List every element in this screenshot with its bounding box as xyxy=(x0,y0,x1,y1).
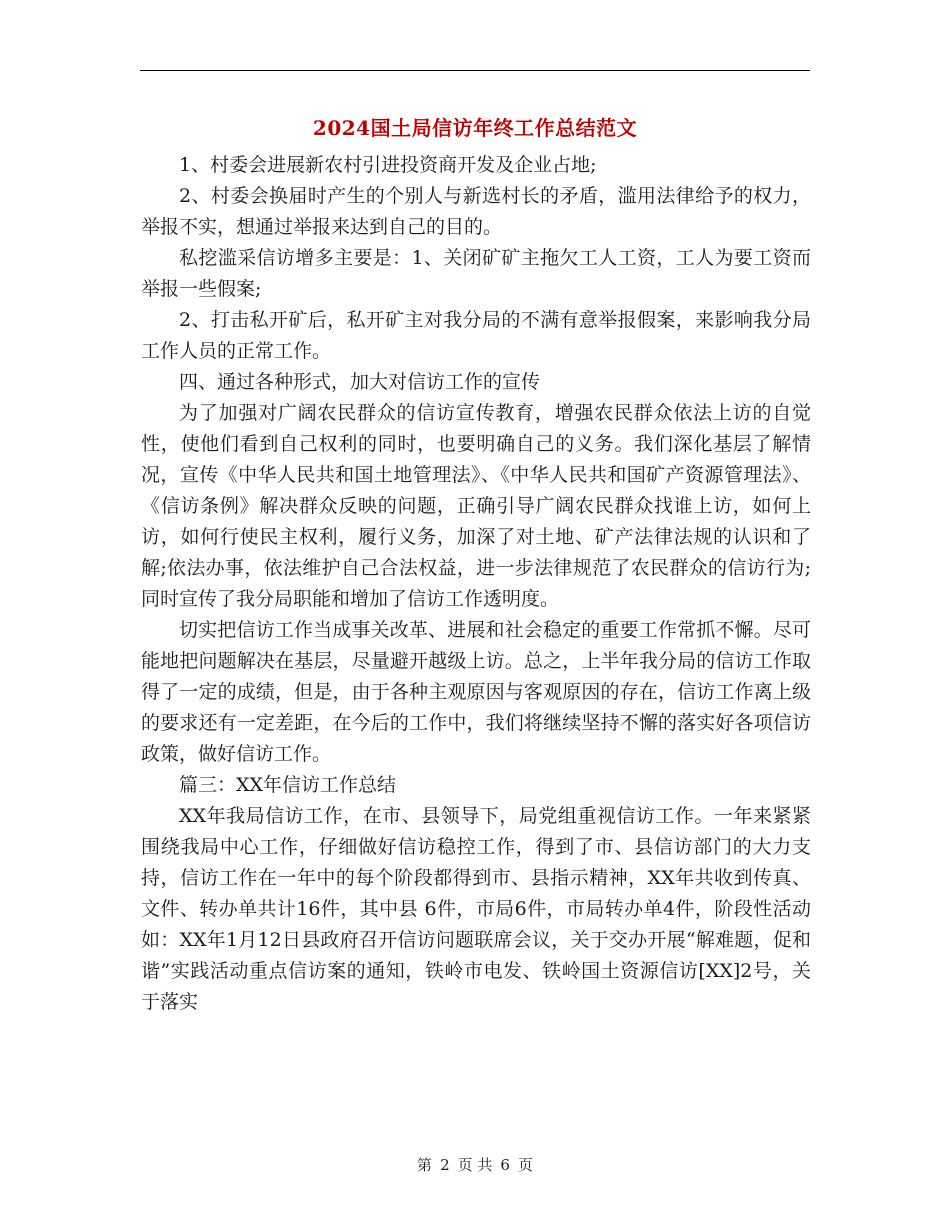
header-rule xyxy=(140,70,810,71)
page-total: 6 xyxy=(500,1156,510,1174)
section-heading: 四、通过各种形式，加大对信访工作的宣传 xyxy=(179,371,541,393)
paragraph: 1、村委会进展新农村引进投资商开发及企业占地; xyxy=(179,154,597,176)
page-mid: 页 共 xyxy=(457,1156,493,1174)
document-title: 2024国土局信访年终工作总结范文 xyxy=(312,116,638,140)
paragraph: 2、村委会换届时产生的个别人与新选村长的矛盾，滥用法律给予的权力，举报不实，想通过举报来达到自己的目的。 xyxy=(141,185,811,238)
page-current: 2 xyxy=(440,1156,450,1174)
paragraph: 2、打击私开矿后，私开矿主对我分局的不满有意举报假案，来影响我分局工作人员的正常工作。 xyxy=(141,309,811,362)
paragraph: XX年我局信访工作，在市、县领导下，局党组重视信访工作。一年来紧紧围绕我局中心工作，仔细做好信访稳控工作，得到了市、县信访部门的大力支持，信访工作在一年中的每个阶段都得到市、县指示精神，XX年共收到传真、文件、转办单共计16件，其中县 6件，市局6件，市局转办单4件，阶段性活动如：XX年1月12日县政府召开信访问题联席会议，关于交办开展“解难题，促和谐”实践活动重点信访案的通知，铁岭市电发、铁岭国土资源信访[XX]2号，关于落实 xyxy=(141,805,811,1013)
section-heading: 篇三：XX年信访工作总结 xyxy=(179,774,397,796)
paragraph: 切实把信访工作当成事关改革、进展和社会稳定的重要工作常抓不懈。尽可能地把问题解决在基层，尽量避开越级上访。总之，上半年我分局的信访工作取得了一定的成绩，但是，由于各种主观原因与客观原因的存在，信访工作离上级的要求还有一定差距，在今后的工作中，我们将继续坚持不懈的落实好各项信访政策，做好信访工作。 xyxy=(141,619,811,765)
paragraph: 私挖滥采信访增多主要是：1、关闭矿矿主拖欠工人工资，工人为要工资而举报一些假案; xyxy=(141,247,811,300)
page-prefix: 第 xyxy=(417,1156,433,1174)
page-footer xyxy=(0,1155,950,1175)
page-suffix: 页 xyxy=(517,1156,533,1174)
paragraph: 为了加强对广阔农民群众的信访宣传教育，增强农民群众依法上访的自觉性，使他们看到自己权利的同时，也要明确自己的义务。我们深化基层了解情况，宣传《中华人民共和国土地管理法》、《中华人民共和国矿产资源管理法》、《信访条例》解决群众反映的问题，正确引导广阔农民群众找谁上访，如何上访，如何行使民主权利，履行义务，加深了对土地、矿产法律法规的认识和了解;依法办事，依法维护自己合法权益，进一步法律规范了农民群众的信访行为;同时宣传了我分局职能和增加了信访工作透明度。 xyxy=(141,402,811,610)
document-body xyxy=(141,150,811,1018)
